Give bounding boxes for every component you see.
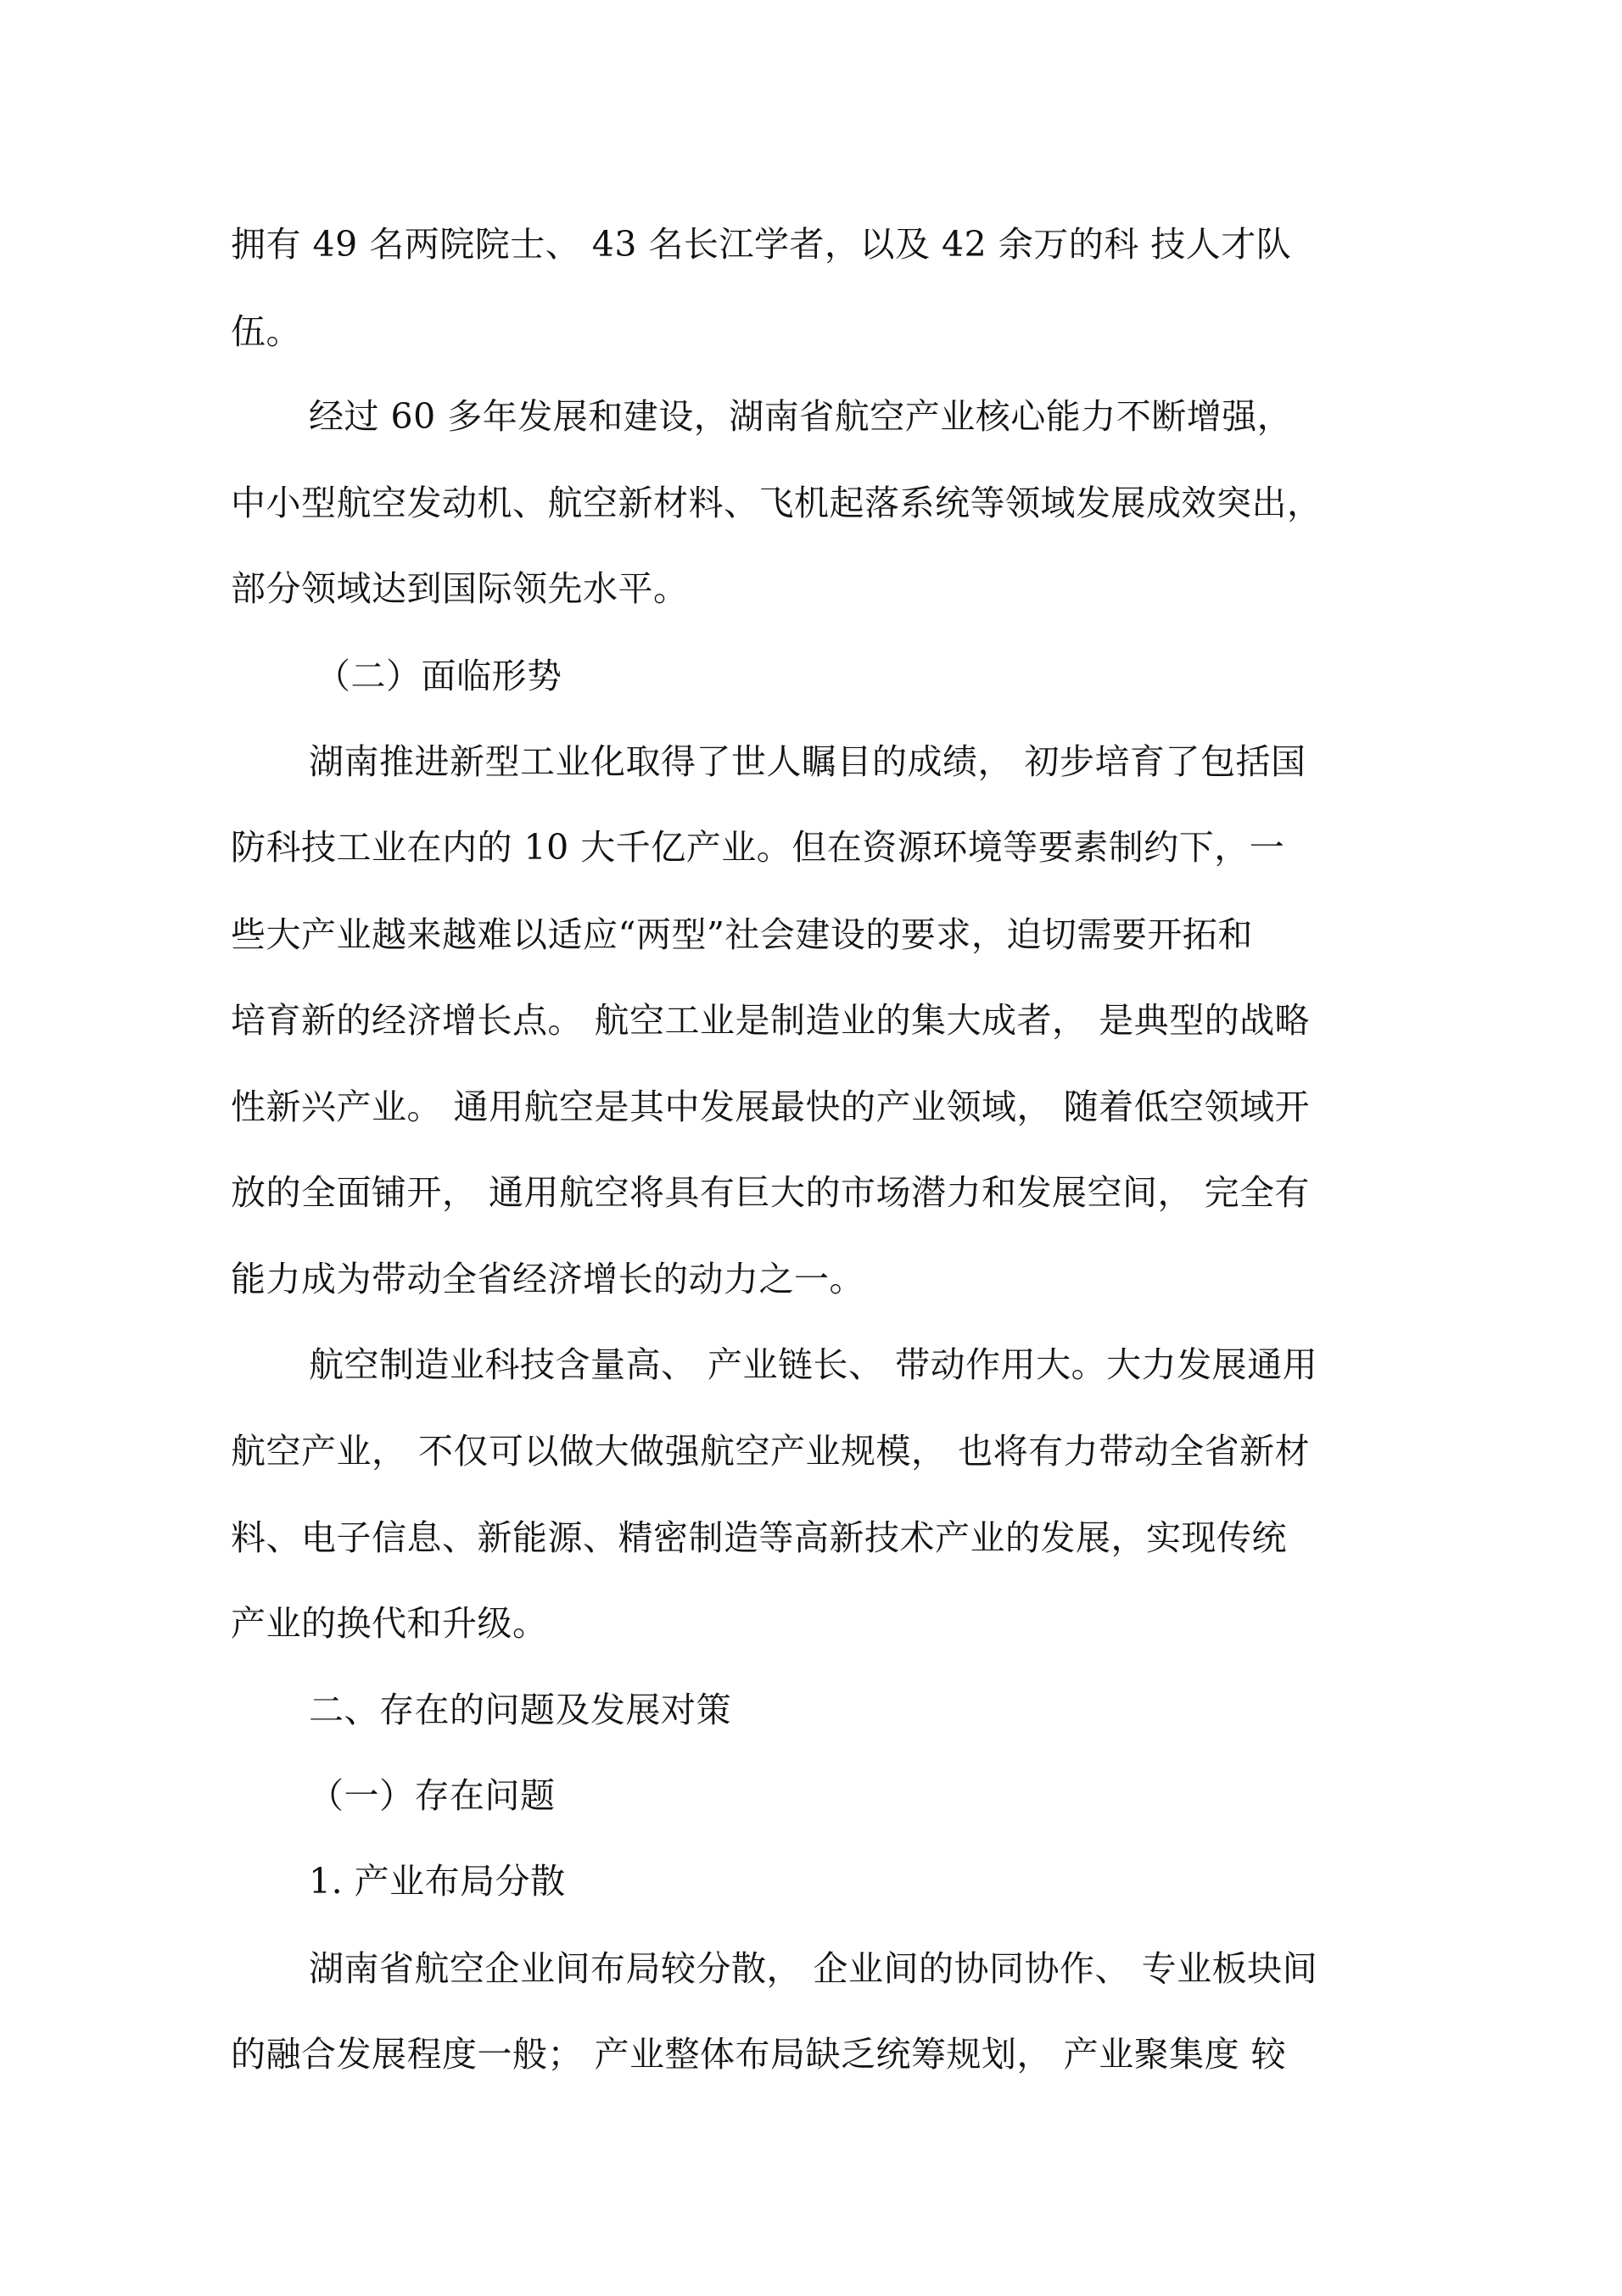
paragraph-line: 性新兴产业。 通用航空是其中发展最快的产业领域， 随着低空领域开 — [231, 1087, 1311, 1127]
section-heading: 二、存在的问题及发展对策 — [309, 1690, 731, 1730]
paragraph-line: 拥有 49 名两院院士、 43 名长江学者，以及 42 余万的科 技人才队 — [231, 224, 1292, 265]
paragraph-line: 伍。 — [231, 311, 301, 352]
paragraph-line: 培育新的经济增长点。 航空工业是制造业的集大成者， 是典型的战略 — [231, 1000, 1311, 1041]
paragraph-line: 料、电子信息、新能源、精密制造等高新技术产业的发展，实现传统 — [231, 1517, 1287, 1558]
paragraph-line: 经过 60 多年发展和建设，湖南省航空产业核心能力不断增强， — [309, 396, 1293, 437]
section-heading: 1. 产业布局分散 — [309, 1861, 566, 1902]
paragraph-line: 能力成为带动全省经济增长的动力之一。 — [231, 1259, 864, 1299]
section-heading: （一）存在问题 — [309, 1775, 556, 1816]
paragraph-line: 防科技工业在内的 10 大千亿产业。但在资源环境等要素制约下，一 — [231, 827, 1285, 868]
paragraph-line: 中小型航空发动机、航空新材料、飞机起落系统等领域发展成效突出， — [231, 483, 1323, 523]
paragraph-line: 湖南省航空企业间布局较分散， 企业间的协同协作、 专业板块间 — [309, 1948, 1318, 1989]
paragraph-line: 放的全面铺开， 通用航空将具有巨大的市场潜力和发展空间， 完全有 — [231, 1172, 1311, 1213]
paragraph-line: 的融合发展程度一般； 产业整体布局缺乏统筹规划， 产业聚集度 较 — [231, 2034, 1287, 2075]
paragraph-line: 航空产业， 不仅可以做大做强航空产业规模， 也将有力带动全省新材 — [231, 1431, 1311, 1472]
paragraph-line: 湖南推进新型工业化取得了世人瞩目的成绩， 初步培育了包括国 — [309, 741, 1306, 782]
paragraph-line: 产业的换代和升级。 — [231, 1603, 548, 1644]
paragraph-line: 些大产业越来越难以适应“两型”社会建设的要求，迫切需要开拓和 — [231, 914, 1253, 955]
section-heading: （二）面临形势 — [316, 656, 562, 696]
paragraph-line: 航空制造业科技含量高、 产业链长、 带动作用大。大力发展通用 — [309, 1344, 1318, 1385]
paragraph-line: 部分领域达到国际领先水平。 — [231, 568, 689, 609]
